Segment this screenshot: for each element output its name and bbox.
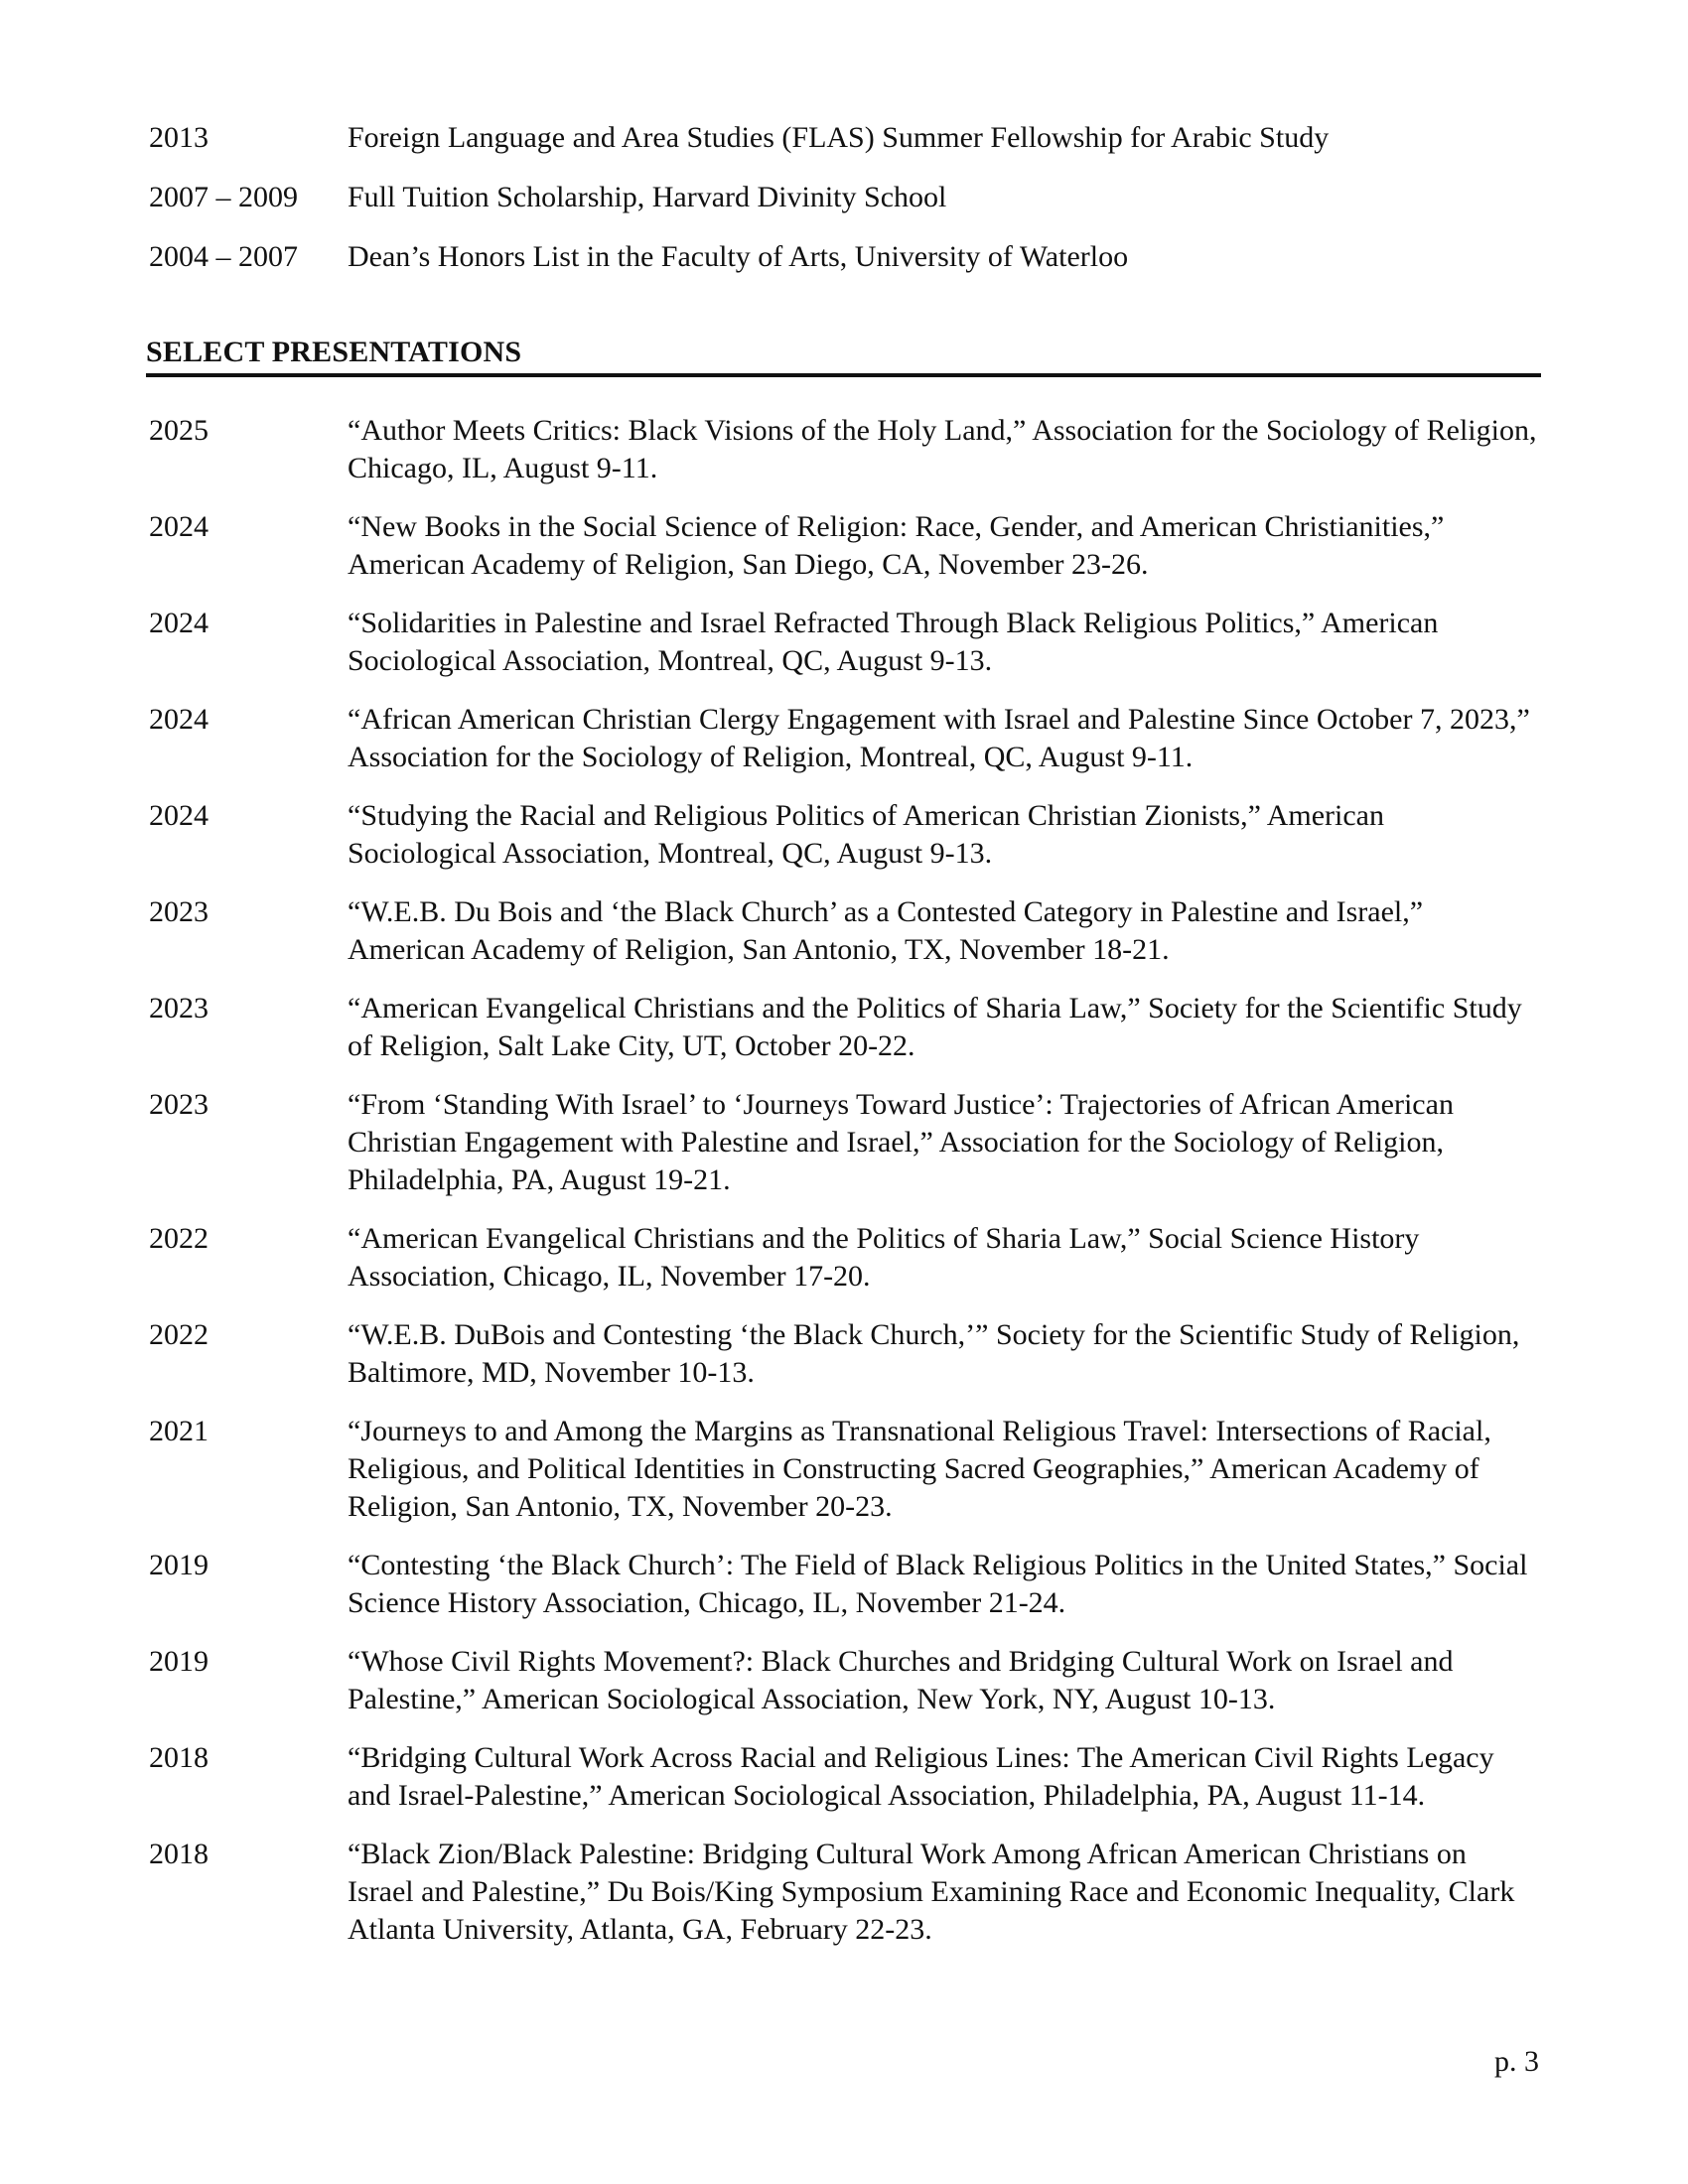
presentation-entry — [149, 701, 1539, 776]
presentation-entry — [149, 1739, 1539, 1815]
presentation-text: “W.E.B. DuBois and Contesting ‘the Black Church,’” Society for the Scientific Study of Religion, Baltimore, MD, November 10-13. — [348, 1318, 1520, 1389]
presentation-text: “Black Zion/Black Palestine: Bridging Cultural Work Among African American Christians on Israel and Palestine,” Du Bois/King Symposium Examining Race and Economic Inequality, Clark Atlanta University, Atlanta, GA, February 22-23. — [348, 1838, 1515, 1946]
presentations-list — [149, 412, 1539, 1970]
presentation-text: “American Evangelical Christians and the Politics of Sharia Law,” Social Science History Association, Chicago, IL, November 17-20. — [348, 1222, 1420, 1293]
award-text: Dean’s Honors List in the Faculty of Arts, University of Waterloo — [348, 240, 1129, 273]
presentation-text: “Bridging Cultural Work Across Racial and Religious Lines: The American Civil Rights Legacy and Israel-Palestine,” American Sociological Association, Philadelphia, PA, August 11-14. — [348, 1741, 1494, 1812]
award-entry — [149, 179, 1539, 216]
presentation-text: “Studying the Racial and Religious Politics of American Christian Zionists,” American Sociological Association, Montreal, QC, August 9-13. — [348, 799, 1384, 870]
presentation-entry — [149, 1220, 1539, 1296]
presentation-year: 2023 — [149, 992, 209, 1024]
presentation-year: 2024 — [149, 607, 209, 639]
presentation-text: “American Evangelical Christians and the Politics of Sharia Law,” Society for the Scientific Study of Religion, Salt Lake City, UT, October 20-22. — [348, 992, 1522, 1062]
presentation-year: 2018 — [149, 1838, 209, 1870]
award-entry — [149, 119, 1539, 157]
presentation-text: “Contesting ‘the Black Church’: The Field of Black Religious Politics in the United States,” Social Science History Association, Chicago, IL, November 21-24. — [348, 1549, 1528, 1619]
award-year: 2013 — [149, 121, 209, 154]
presentation-year: 2023 — [149, 895, 209, 928]
section-heading-presentations: SELECT PRESENTATIONS — [146, 336, 1541, 377]
presentation-entry — [149, 990, 1539, 1065]
presentation-year: 2021 — [149, 1415, 209, 1447]
presentation-year: 2025 — [149, 414, 209, 447]
presentation-text: “African American Christian Clergy Engagement with Israel and Palestine Since October 7, 2023,” Association for the Sociology of Religion, Montreal, QC, August 9-11. — [348, 703, 1530, 773]
presentation-entry — [149, 412, 1539, 487]
presentation-entry — [149, 1086, 1539, 1199]
presentation-entry — [149, 1836, 1539, 1949]
presentation-entry — [149, 605, 1539, 680]
presentation-year: 2022 — [149, 1318, 209, 1351]
presentation-text: “Whose Civil Rights Movement?: Black Churches and Bridging Cultural Work on Israel and Palestine,” American Sociological Association, New York, NY, August 10-13. — [348, 1645, 1454, 1715]
presentation-entry — [149, 893, 1539, 969]
presentation-year: 2019 — [149, 1549, 209, 1581]
award-entry — [149, 238, 1539, 276]
presentation-entry — [149, 1316, 1539, 1392]
presentation-year: 2023 — [149, 1088, 209, 1121]
presentation-text: “Solidarities in Palestine and Israel Refracted Through Black Religious Politics,” American Sociological Association, Montreal, QC, August 9-13. — [348, 607, 1439, 677]
awards-list — [149, 119, 1539, 298]
presentation-year: 2024 — [149, 799, 209, 832]
presentation-text: “New Books in the Social Science of Religion: Race, Gender, and American Christianities,” American Academy of Religion, San Diego, CA, November 23-26. — [348, 510, 1445, 581]
presentation-year: 2018 — [149, 1741, 209, 1774]
presentation-text: “W.E.B. Du Bois and ‘the Black Church’ as a Contested Category in Palestine and Israel,” American Academy of Religion, San Antonio, TX, November 18-21. — [348, 895, 1424, 966]
presentation-year: 2024 — [149, 703, 209, 736]
presentation-year: 2022 — [149, 1222, 209, 1255]
presentation-entry — [149, 1413, 1539, 1526]
award-text: Full Tuition Scholarship, Harvard Divinity School — [348, 181, 947, 213]
award-text: Foreign Language and Area Studies (FLAS) Summer Fellowship for Arabic Study — [348, 121, 1330, 154]
presentation-year: 2024 — [149, 510, 209, 543]
presentation-text: “Author Meets Critics: Black Visions of the Holy Land,” Association for the Sociology of Religion, Chicago, IL, August 9-11. — [348, 414, 1537, 484]
award-year: 2004 – 2007 — [149, 240, 298, 273]
presentation-text: “From ‘Standing With Israel’ to ‘Journeys Toward Justice’: Trajectories of African American Christian Engagement with Palestine and Israel,” Association for the Sociology of Religion, Philadelphia, PA, August 19-21. — [348, 1088, 1454, 1196]
presentation-entry — [149, 1547, 1539, 1622]
presentation-text: “Journeys to and Among the Margins as Transnational Religious Travel: Intersections of Racial, Religious, and Political Identities in Constructing Sacred Geographies,” American Academy of Religion, San Antonio, TX, November 20-23. — [348, 1415, 1491, 1523]
award-year: 2007 – 2009 — [149, 181, 298, 213]
page-number: p. 3 — [1494, 2045, 1539, 2078]
presentation-year: 2019 — [149, 1645, 209, 1678]
presentation-entry — [149, 508, 1539, 584]
presentation-entry — [149, 1643, 1539, 1718]
presentation-entry — [149, 797, 1539, 873]
